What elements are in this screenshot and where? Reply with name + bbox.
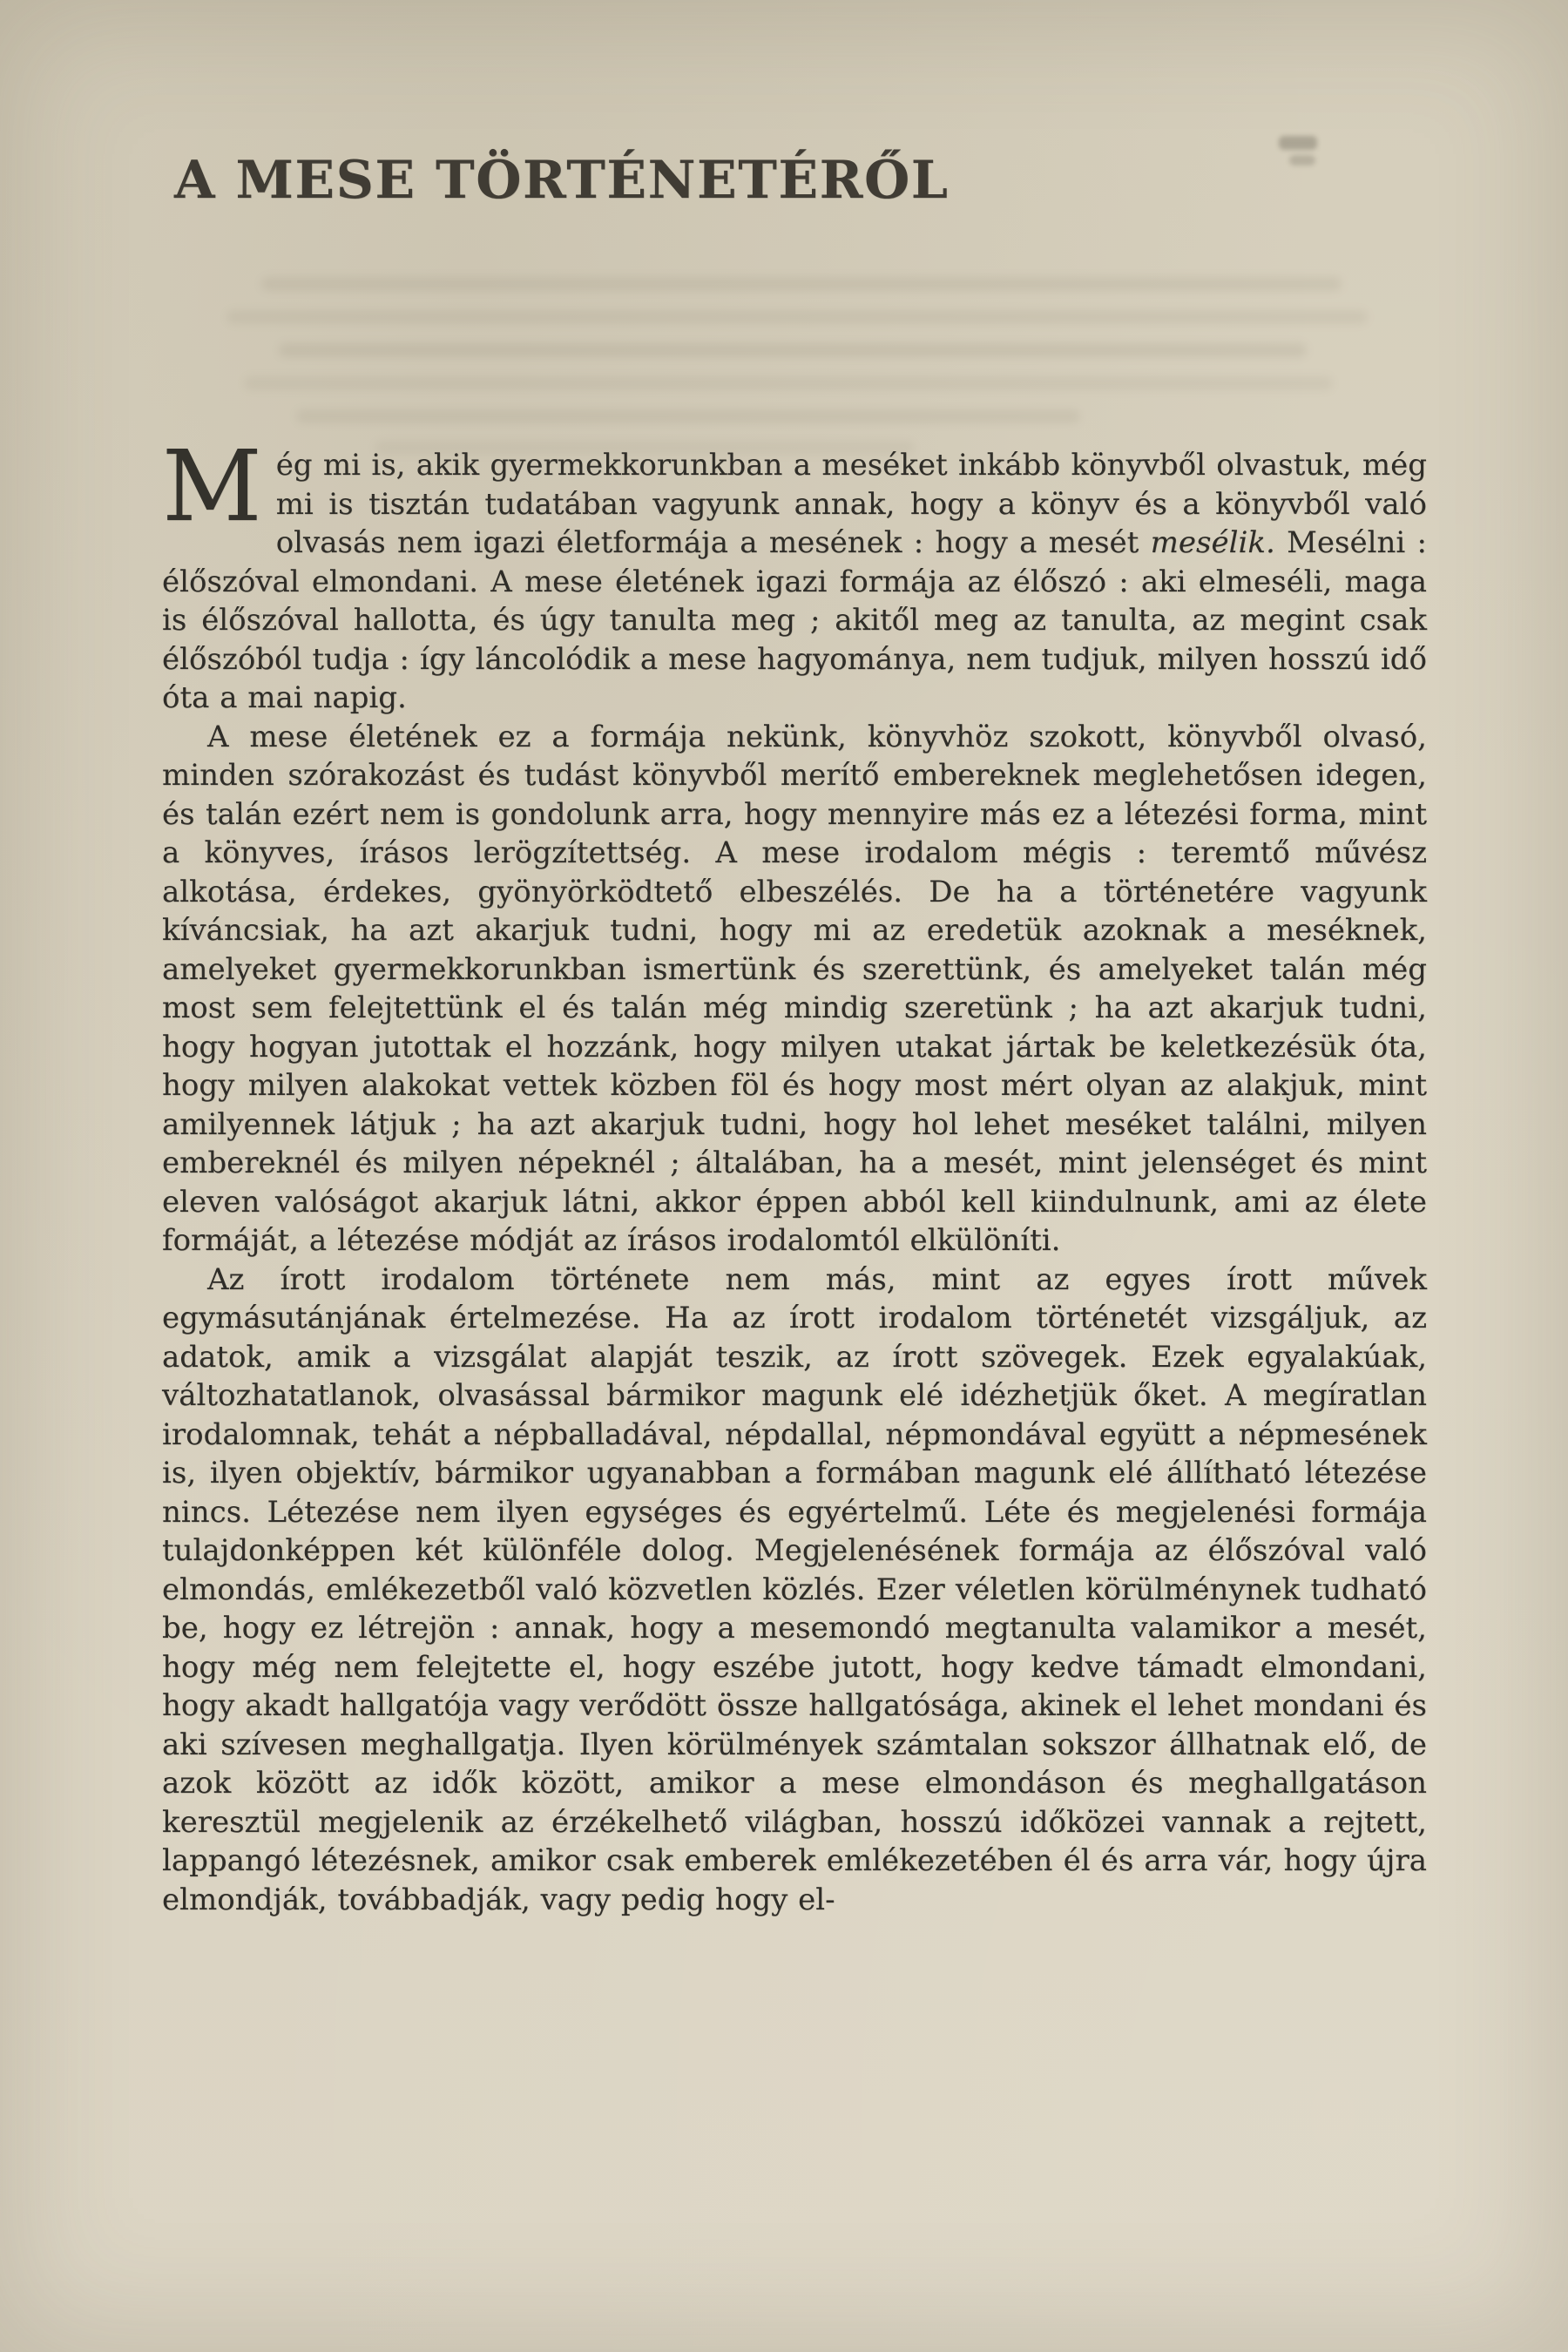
page-title: A MESE TÖRTÉNETÉRŐL: [174, 150, 950, 211]
bleed-through-page-number-smudge: [1279, 136, 1317, 150]
bleed-through-header-smudge: [1289, 155, 1315, 166]
paragraph-1-italic-word: mesélik.: [1150, 525, 1275, 560]
paragraph-1: [162, 430, 1427, 718]
bleed-through-ghost: [261, 277, 1342, 291]
bleed-through-ghost: [296, 409, 1080, 423]
bleed-through-ghost: [226, 310, 1368, 324]
paragraph-3: Az írott irodalom története nem más, mint az egyes írott művek egymásutánjának értelmezése. Ha az írott irodalom történetét vizsgáljuk, az adatok, amik a vizsgálat alapját teszik, az írott szövegek. Ezek egyalakúak, változhatatlanok, olvasással bármikor magunk elé idézhetjük őket. A megíratlan irodalomnak, tehát a népballadával, népdallal, népmondával együtt a népmesének is, ilyen objektív, bármikor ugyanabban a formában magunk elé állítható létezése nincs. Létezése nem ilyen egységes és egyértelmű. Léte és megjelenési formája tulajdonképpen két különféle dolog. Megjelenésének formája az élőszóval való elmondás, emlékezetből való közvetlen közlés. Ezer véletlen körülménynek tudható be, hogy ez létrejön : annak, hogy a mesemondó megtanulta valamikor a mesét, hogy még nem felejtette el, hogy eszébe jutott, hogy kedve támadt elmondani, hogy akadt hallgatója vagy verődött össze hallgatósága, akinek el lehet mondani és aki szívesen meghallgatja. Ilyen körülmények számtalan sokszor állhatnak elő, de azok között az idők között, amikor a mese elmondáson és meghallgatáson keresztül megjelenik az érzékelhető világban, hosszú időközei vannak a rejtett, lappangó létezésnek, amikor csak emberek emlékezetében él és arra vár, hogy újra elmondják, továbbadják, vagy pedig hogy el-: [162, 1261, 1427, 1917]
paragraph-1-text-before: ég mi is, akik gyermekkorunkban a meséket inkább könyvből olvastuk, még mi is tisztán tudatában vagyunk annak, hogy a könyv és a könyvből való olvasás nem igazi életformája a mesének : hogy a mesét: [275, 448, 1427, 560]
bleed-through-ghost: [279, 343, 1307, 357]
article-body: [162, 430, 1427, 1919]
paragraph-2: A mese életének ez a formája nekünk, könyvhöz szokott, könyvből olvasó, minden szórakozást és tudást könyvből merítő embereknek meglehetősen idegen, és talán ezért nem is gondolunk arra, hogy mennyire más ez a létezési forma, mint a könyves, írásos lerögzítettség. A mese irodalom mégis : teremtő művész alkotása, érdekes, gyönyörködtető elbeszélés. De ha a történetére vagyunk kíváncsiak, ha azt akarjuk tudni, hogy mi az eredetük azoknak a meséknek, amelyeket gyermekkorunkban ismertünk és szerettünk, és amelyeket talán még most sem felejtettünk el és talán még mindig szeretünk ; ha azt akarjuk tudni, hogy hogyan jutottak el hozzánk, hogy milyen utakat jártak be keletkezésük óta, hogy milyen alakokat vettek közben föl és hogy most mért olyan az alakjuk, mint amilyennek látjuk ; ha azt akarjuk tudni, hogy hol lehet meséket találni, milyen embereknél és milyen népeknél ; általában, ha a mesét, mint jelenséget és mint eleven valóságot akarjuk látni, akkor éppen abból kell kiindulnunk, ami az élete formáját, a létezése módját az írásos irodalomtól elkülöníti.: [162, 719, 1427, 1258]
drop-cap-letter: M: [162, 430, 262, 544]
bleed-through-ghost: [244, 376, 1333, 390]
paragraph-1-text-after: Mesélni : élőszóval elmondani. A mese életének igazi formája az élőszó : aki elmeséli, maga is élőszóval hallotta, és úgy tanulta meg ; akitől meg az tanulta, az megint csak élőszóból tudja : így láncolódik a mese hagyománya, nem tudjuk, milyen hosszú idő óta a mai napig.: [162, 525, 1427, 715]
